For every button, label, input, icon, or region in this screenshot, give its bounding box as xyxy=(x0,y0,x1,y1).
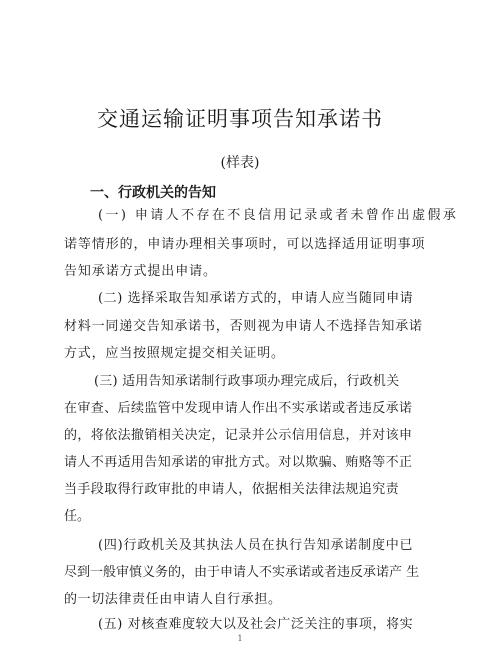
paragraph-line: 任。 xyxy=(64,509,91,524)
paragraph-line: 告知承诺方式提出申请。 xyxy=(64,264,217,279)
page-number: 1 xyxy=(237,634,243,643)
paragraph-line: 方式，应当按照规定提交相关证明。 xyxy=(64,346,285,361)
paragraph-line: 请人不再适用告知承诺的审批方式。对以欺骗、贿赂等不正 xyxy=(64,455,413,470)
document-title: 交通运输证明事项告知承诺书 xyxy=(97,107,383,131)
paragraph-line: 材料一同递交告知承诺书，否则视为申请人不选择告知承诺 xyxy=(64,319,423,334)
paragraph-line: 在审查、后续监管中发现申请人作出不实承诺或者违反承诺 xyxy=(64,401,413,416)
paragraph-line: 诺等情形的，申请办理相关事项时，可以选择适用证明事项 xyxy=(64,237,426,252)
paragraph-line: (五) 对核查难度较大以及社会广泛关注的事项，将实 xyxy=(98,617,414,632)
paragraph-line: 的一切法律责任由申请人自行承担。 xyxy=(64,592,282,607)
paragraph-line: 尽到一般审慎义务的，由于申请人不实承诺或者违反承诺产 生 xyxy=(64,565,420,580)
paragraph-line: (二) 选择采取告知承诺方式的，申请人应当随同申请 xyxy=(98,291,414,306)
section-heading: 一、行政机关的告知 xyxy=(90,185,216,201)
paragraph-line: (一) 申请人不存在不良信用记录或者未曾作出虚假承 xyxy=(98,208,459,223)
paragraph-line: (三) 适用告知承诺制行政事项办理完成后，行政机关 xyxy=(94,374,400,389)
document-subtitle: (样表) xyxy=(220,155,260,171)
paragraph-line: 当手段取得行政审批的申请人，依据相关法律法规追究责 xyxy=(64,482,400,497)
paragraph-line: 的，将依法撤销相关决定，记录并公示信用信息，并对该申 xyxy=(64,428,413,443)
paragraph-line: (四)行政机关及其执法人员在执行告知承诺制度中已 xyxy=(98,538,414,553)
